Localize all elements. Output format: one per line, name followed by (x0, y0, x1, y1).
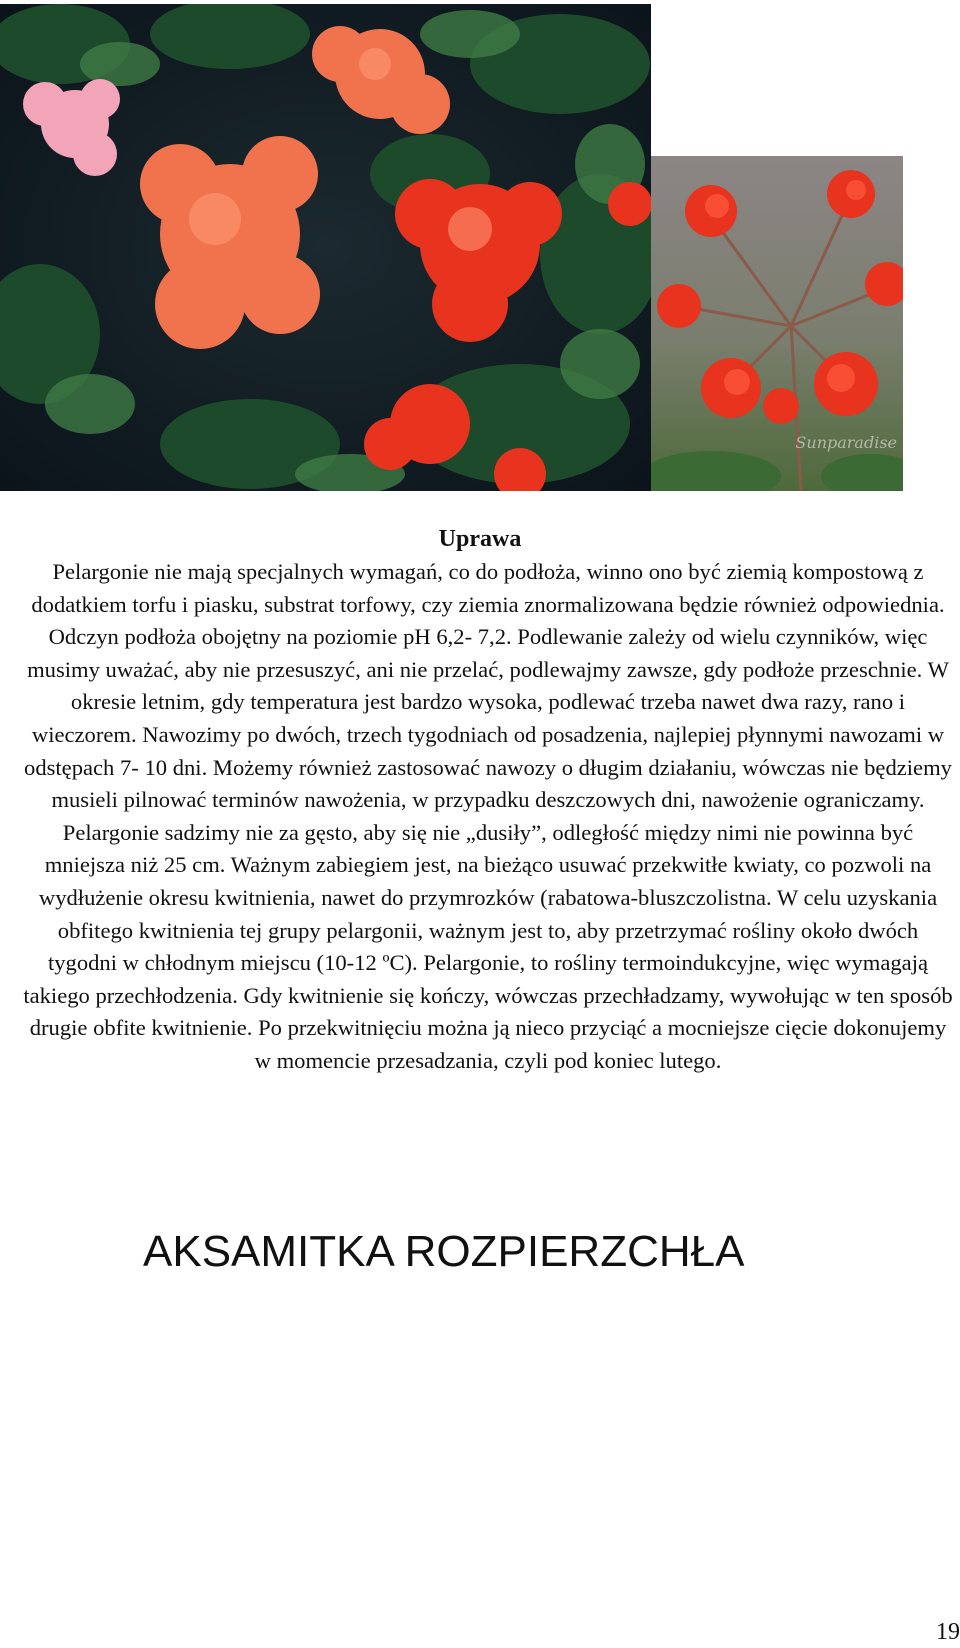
pelargonium-cluster-photo (0, 4, 651, 491)
photo-watermark: Sunparadise (795, 433, 897, 452)
section-heading: Uprawa (438, 526, 522, 552)
section-paragraph: Pelargonie nie mają specjalnych wymagań, co do podłoża, winno ono być ziemią kompostową z dodatkiem torfu i piasku, substrat torfowy, czy ziemia znormalizowana będzie również odpowiednia. Odczyn podłoża obojętny na poziomie pH 6,2- 7,2. Podlewanie zależy od wielu czynników, więc musimy uważać, aby nie przesuszyć, ani nie przelać, podlewajmy zawsze, gdy podłoże przeschnie. W okresie letnim, gdy temperatura jest bardzo wysoka, podlewać trzeba nawet dwa razy, rano i wieczorem. Nawozimy po dwóch, trzech tygodniach od posadzenia, najlepiej płynnymi nawozami w odstępach 7- 10 dni. Możemy również zastosować nawozy o długim działaniu, wówczas nie będziemy musieli pilnować terminów nawożenia, w przypadku deszczowych dni, nawożenie ograniczamy. Pelargonie sadzimy nie za gęsto, aby się nie „dusiły”, odległość między nimi nie powinna być mniejsza niż 25 cm. Ważnym zabiegiem jest, na bieżąco usuwać przekwitłe kwiaty, co pozwoli na wydłużenie okresu kwitnienia, nawet do przymrozków (rabatowa-bluszczolistna. W celu uzyskania obfitego kwitnienia tej grupy pelargonii, ważnym jest to, aby przetrzymać rośliny około dwóch tygodni w chłodnym miejscu (10-12 ºC). Pelargonie, to rośliny termoindukcyjne, więc wymagają takiego przechłodzenia. Gdy kwitnienie się kończy, wówczas przechładzamy, wywołując w ten sposób drugie obfite kwitnienie. Po przekwitnięciu można ją nieco przyciąć a mocniejsze cięcie dokonujemy w momencie przesadzania, czyli pod koniec lutego. (23, 559, 953, 1073)
red-pelargonium-closeup-photo (651, 156, 903, 491)
next-plant-title: AKSAMITKA ROZPIERZCHŁA (143, 1227, 745, 1276)
page-number: 19 (936, 1619, 960, 1645)
